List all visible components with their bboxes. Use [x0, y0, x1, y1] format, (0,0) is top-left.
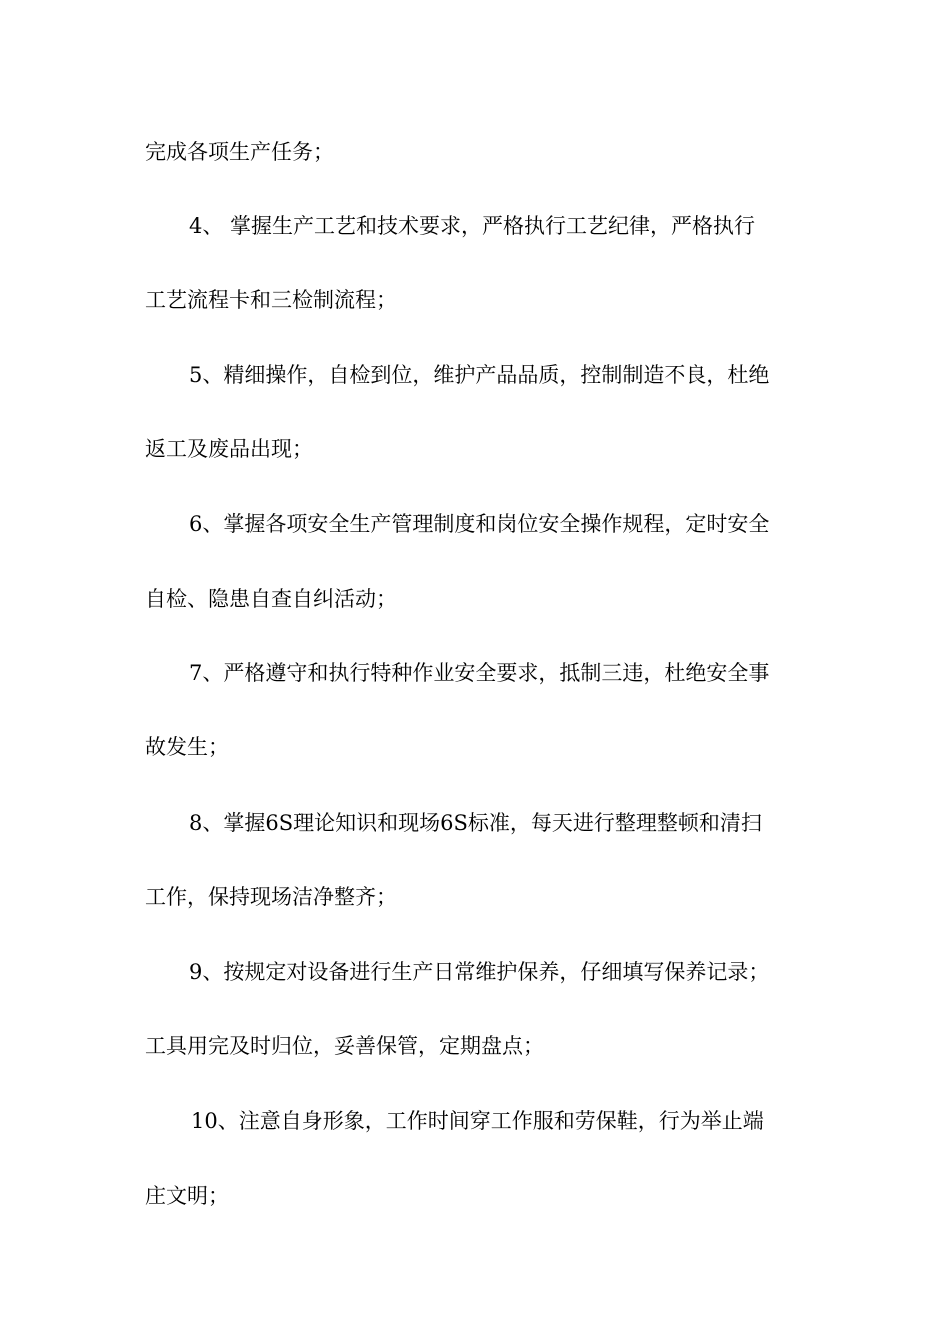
list-item-7-line-2: 故发生； [145, 735, 229, 759]
list-item-5-line-1: 5、精细操作，自检到位，维护产品品质，控制制造不良，杜绝 [189, 363, 770, 387]
list-item-10-line-2: 庄文明； [145, 1184, 229, 1208]
list-item-9-line-2: 工具用完及时归位，妥善保管，定期盘点； [145, 1034, 544, 1058]
list-item-8-line-1: 8、掌握6S理论知识和现场6S标准，每天进行整理整顿和清扫 [189, 811, 762, 835]
list-item-10-line-1: 10、注意自身形象，工作时间穿工作服和劳保鞋，行为举止端 [191, 1109, 764, 1133]
list-item-6-line-2: 自检、隐患自查自纠活动； [145, 587, 397, 611]
list-item-6-line-1: 6、掌握各项安全生产管理制度和岗位安全操作规程，定时安全 [189, 512, 770, 536]
list-item-9-line-1: 9、按规定对设备进行生产日常维护保养，仔细填写保养记录； [189, 960, 770, 984]
text-line-continuation: 完成各项生产任务； [145, 140, 334, 164]
list-item-7-line-1: 7、严格遵守和执行特种作业安全要求，抵制三违，杜绝安全事 [189, 661, 770, 685]
list-item-5-line-2: 返工及废品出现； [145, 437, 313, 461]
list-item-4-line-1: 4、 掌握生产工艺和技术要求，严格执行工艺纪律，严格执行 [189, 214, 756, 238]
list-item-4-line-2: 工艺流程卡和三检制流程； [145, 288, 397, 312]
list-item-8-line-2: 工作，保持现场洁净整齐； [145, 885, 397, 909]
